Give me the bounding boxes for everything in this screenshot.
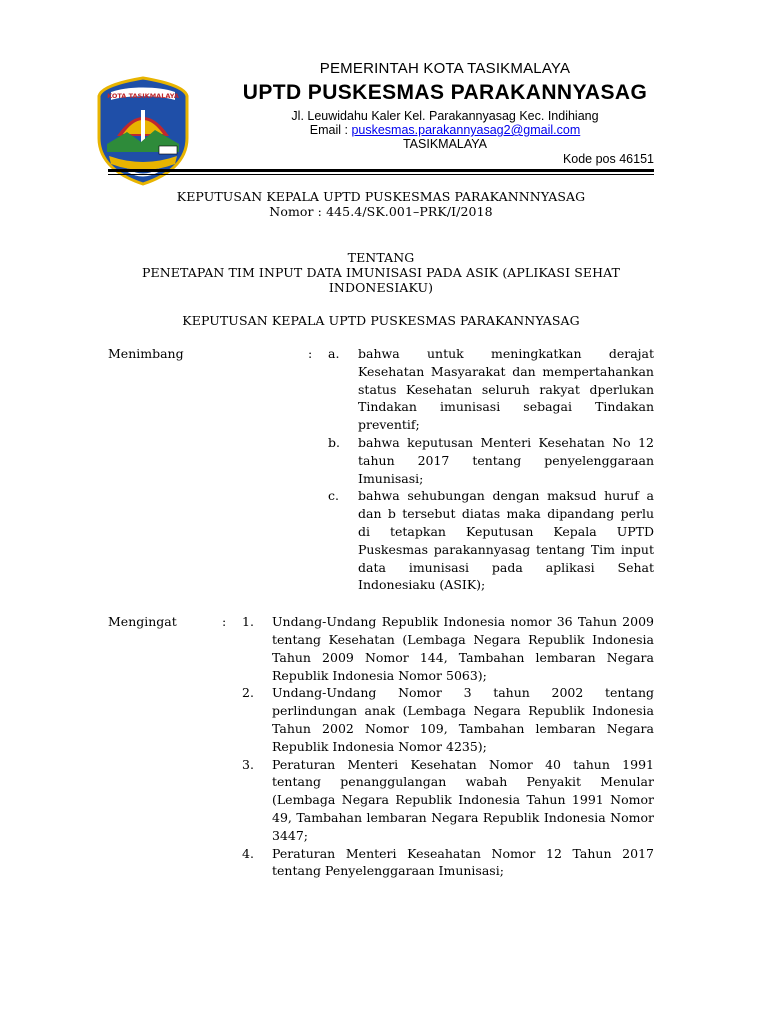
- address: Jl. Leuwidahu Kaler Kel. Parakannyasag Kec. Indihiang: [291, 109, 599, 123]
- postal-code: Kode pos 46151: [562, 152, 654, 166]
- menimbang-colon: :: [308, 346, 313, 361]
- item-marker: 3.: [242, 756, 254, 772]
- item-marker: a.: [328, 346, 340, 361]
- decree-title: KEPUTUSAN KEPALA UPTD PUSKESMAS PARAKANNNYASAG: [176, 189, 586, 204]
- subject-line-1: PENETAPAN TIM INPUT DATA IMUNISASI PADA ASIK (APLIKASI SEHAT: [142, 265, 620, 280]
- item-marker: c.: [328, 488, 339, 504]
- institution-name: UPTD PUSKESMAS PARAKANNYASAG: [242, 81, 648, 104]
- item-marker: 4.: [242, 845, 254, 861]
- email-label: Email :: [309, 123, 352, 137]
- list-item: [328, 487, 654, 594]
- mengingat-label: Mengingat: [108, 614, 177, 630]
- decree-issuer: KEPUTUSAN KEPALA UPTD PUSKESMAS PARAKANNYASAG: [182, 313, 580, 328]
- email-link[interactable]: puskesmas.parakannyasag2@gmail.com: [351, 123, 581, 137]
- item-text: bahwa untuk meningkatkan derajat Kesehatan Masyarakat dan mempertahankan status Kesehatan seluruh rakyat dperlukan Tindakan imunisasi sebagai Tindakan preventif;: [358, 346, 654, 433]
- decree-number: Nomor : 445.4/SK.001–PRK/I/2018: [269, 204, 493, 219]
- city: TASIKMALAYA: [402, 137, 488, 151]
- decree-subject: [108, 250, 654, 295]
- about-label: TENTANG: [347, 250, 415, 265]
- menimbang-items: [328, 345, 654, 594]
- svg-text:KOTA TASIKMALAYA: KOTA TASIKMALAYA: [107, 92, 179, 100]
- subject-line-2: INDONESIAKU): [328, 280, 434, 295]
- decree-body: [108, 345, 654, 880]
- item-marker: 2.: [242, 685, 254, 701]
- header-rule-thick: [108, 169, 654, 172]
- item-marker: b.: [328, 434, 340, 450]
- decree-heading: [108, 189, 654, 219]
- header-rule-thin: [108, 174, 654, 175]
- item-text: Undang-Undang Republik Indonesia nomor 36 Tahun 2009 tentang Kesehatan (Lembaga Negara Republik Indonesia Tahun 2009 Nomor 144, Tambahan lembaran Negara Republik Indonesia Nomor 5063);: [272, 614, 654, 683]
- menimbang-label: Menimbang: [108, 346, 184, 361]
- item-text: bahwa sehubungan dengan maksud huruf a dan b tersebut diatas maka dipandang perlu di tetapkan Keputusan Kepala UPTD Puskesmas parakannyasag tentang Tim input data imunisasi pada aplikasi Sehat Indonesiaku (ASIK);: [358, 488, 654, 593]
- list-item: [328, 345, 654, 434]
- item-text: Peraturan Menteri Kesehatan Nomor 40 tahun 1991 tentang penanggulangan wabah Penyakit Menular (Lembaga Negara Republik Indonesia Tahun 1991 Nomor 49, Tambahan lembaran Negara Republik Indonesia Nomor 3447;: [272, 756, 654, 843]
- letterhead: [0, 0, 768, 178]
- item-marker: 1.: [242, 614, 254, 630]
- item-text: Peraturan Menteri Keseahatan Nomor 12 Tahun 2017 tentang Penyelenggaraan Imunisasi;: [272, 845, 654, 879]
- list-item: [242, 613, 654, 684]
- mengingat-colon: :: [222, 614, 227, 630]
- item-text: bahwa keputusan Menteri Kesehatan No 12 tahun 2017 tentang penyelenggaraan Imunisasi;: [358, 434, 654, 486]
- mengingat-section: [108, 613, 654, 880]
- list-item: [242, 684, 654, 755]
- menimbang-section: [108, 345, 654, 594]
- mengingat-items: [242, 613, 654, 880]
- email-line: [200, 123, 690, 137]
- list-item: [242, 756, 654, 845]
- item-text: Undang-Undang Nomor 3 tahun 2002 tentang perlindungan anak (Lembaga Negara Republik Indonesia Tahun 2002 Nomor 109, Tambahan lembaran Negara Republik Indonesia Nomor 4235);: [272, 685, 654, 754]
- section-gap: [108, 594, 654, 613]
- government-name: PEMERINTAH KOTA TASIKMALAYA: [319, 60, 571, 77]
- list-item: [242, 845, 654, 881]
- list-item: [328, 434, 654, 487]
